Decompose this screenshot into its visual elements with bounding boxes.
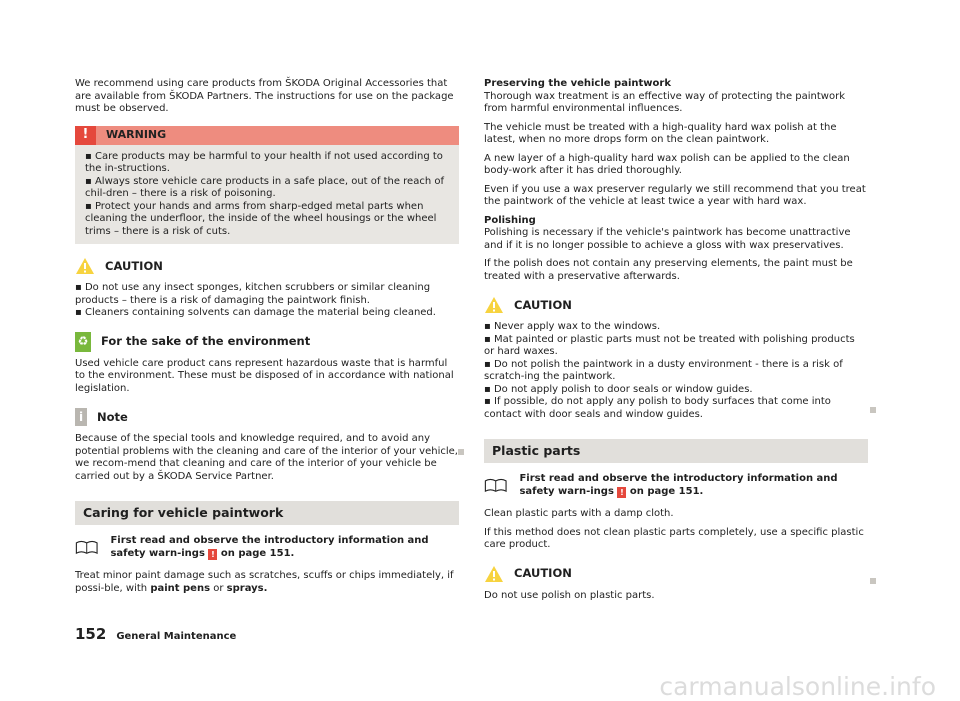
read-first-text	[110, 535, 459, 560]
caution-title: CAUTION	[514, 297, 572, 312]
plastic-paragraph: Clean plastic parts with a damp cloth.	[484, 508, 674, 519]
paint-damage-label: Treat minor paint damage such as scratches, scuffs or chips immediately, if possi-ble, with	[75, 570, 454, 594]
section-end-mark	[458, 449, 464, 455]
caution-item: ▪ Mat painted or plastic parts must not be treated with polishing products or hard waxes.	[484, 333, 855, 357]
page-reference-link[interactable]: on page 151.	[220, 547, 295, 559]
preserving-paragraph: A new layer of a high-quality hard wax polish can be applied to the clean body-work after it has dried thoroughly.	[484, 152, 850, 176]
right-column	[484, 78, 868, 608]
exclamation-icon: !	[75, 126, 96, 145]
book-icon	[75, 536, 98, 558]
section-end-mark	[870, 407, 876, 413]
caution-item: ▪ Do not apply polish to door seals or window guides.	[484, 383, 753, 395]
recycle-icon: ♻	[75, 332, 91, 352]
section-end-mark	[870, 578, 876, 584]
note-header	[75, 405, 459, 429]
exclamation-icon: !	[208, 549, 217, 560]
left-column	[75, 78, 459, 601]
page-reference-link[interactable]: on page 151.	[629, 485, 704, 497]
caution-triangle-icon	[484, 565, 504, 583]
caution-title: CAUTION	[105, 258, 163, 273]
preserving-paragraph: Even if you use a wax preserver regularly we still recommend that you treat the paintwork of the vehicle at least twice a year with hard wax.	[484, 183, 866, 207]
caution-triangle-icon	[75, 257, 95, 275]
read-first-label: First read and observe the introductory information and safety warn-ings	[519, 473, 838, 497]
polishing-paragraph: If the polish does not contain any preserving elements, the paint must be treated with a preservative afterwards.	[484, 258, 853, 282]
read-first-row	[484, 473, 868, 498]
paint-pens-term: paint pens	[150, 582, 211, 594]
caution-item: ▪ Do not polish the paintwork in a dusty environment - there is a risk of scratch-ing the paintwork.	[484, 358, 843, 382]
caution-item: ▪ Do not use any insect sponges, kitchen scrubbers or similar cleaning products – there is a risk of damaging the paintwork finish.	[75, 282, 431, 306]
warning-item: ▪ Care products may be harmful to your health if not used according to the in-structions.	[85, 150, 443, 174]
environment-title: For the sake of the environment	[101, 334, 311, 349]
polishing-paragraph: Polishing is necessary if the vehicle's paintwork has become unattractive and if it is no longer possible to achieve a gloss with wax preservatives.	[484, 227, 851, 251]
warning-header	[75, 126, 459, 145]
note-title: Note	[97, 409, 128, 424]
book-icon	[484, 474, 507, 496]
footer-section-title: General Maintenance	[116, 631, 237, 642]
caution-header	[484, 562, 868, 586]
section-title-paintwork: Caring for vehicle paintwork	[75, 501, 459, 525]
caution-item: ▪ Cleaners containing solvents can damage the material being cleaned.	[75, 307, 436, 318]
plastic-paragraph: If this method does not clean plastic parts completely, use a specific plastic care product.	[484, 526, 864, 550]
section-title-plastic: Plastic parts	[484, 439, 868, 463]
caution-header	[484, 293, 868, 317]
or-word: or	[213, 582, 224, 594]
caution-item: ▪ If possible, do not apply any polish to body surfaces that come into contact with door seals and window guides.	[484, 396, 831, 420]
caution-item: ▪ Never apply wax to the windows.	[484, 321, 661, 332]
environment-text: Used vehicle care product cans represent hazardous waste that is harmful to the environment. These must be disposed of in accordance with national legislation.	[75, 357, 454, 394]
page-number: 152	[75, 625, 107, 643]
preserving-paragraph: The vehicle must be treated with a high-quality hard wax polish at the latest, when no more drops form on the clean paintwork.	[484, 121, 837, 145]
warning-box	[75, 126, 459, 245]
read-first-label: First read and observe the introductory information and safety warn-ings	[110, 535, 429, 559]
warning-item: ▪ Protect your hands and arms from sharp-edged metal parts when cleaning the underfloor, the inside of the wheel housings or the wheel trims – there is a risk of cuts.	[85, 200, 437, 237]
caution-title: CAUTION	[514, 566, 572, 581]
read-first-text	[519, 473, 868, 498]
polishing-heading: Polishing	[484, 214, 536, 226]
note-text: Because of the special tools and knowledge required, and to avoid any potential problems with the cleaning and care of the interior of your vehicle, we recom-mend that cleaning and care of the interior of your vehicle be carried out by a ŠKODA Service Partner.	[75, 433, 458, 482]
warning-title: WARNING	[96, 126, 459, 145]
page-footer	[75, 625, 237, 644]
sprays-term: sprays.	[226, 582, 268, 594]
paint-damage-text	[75, 570, 459, 595]
read-first-row	[75, 535, 459, 560]
exclamation-icon: !	[617, 487, 626, 498]
preserving-paragraph: Thorough wax treatment is an effective way of protecting the paintwork from harmful environmental influences.	[484, 90, 845, 114]
environment-header	[75, 330, 459, 354]
caution-header	[75, 254, 459, 278]
info-icon: i	[75, 408, 87, 426]
watermark: carmanualsonline.info	[659, 671, 936, 701]
warning-body	[75, 145, 459, 239]
preserving-heading: Preserving the vehicle paintwork	[484, 78, 671, 89]
intro-paragraph: We recommend using care products from ŠKODA Original Accessories that are available from ŠKODA Partners. The instructions for use on the package must be observed.	[75, 78, 454, 114]
caution-text: Do not use polish on plastic parts.	[484, 589, 655, 601]
warning-item: ▪ Always store vehicle care products in a safe place, out of the reach of chil-dren – there is a risk of poisoning.	[85, 175, 444, 199]
caution-triangle-icon	[484, 296, 504, 314]
